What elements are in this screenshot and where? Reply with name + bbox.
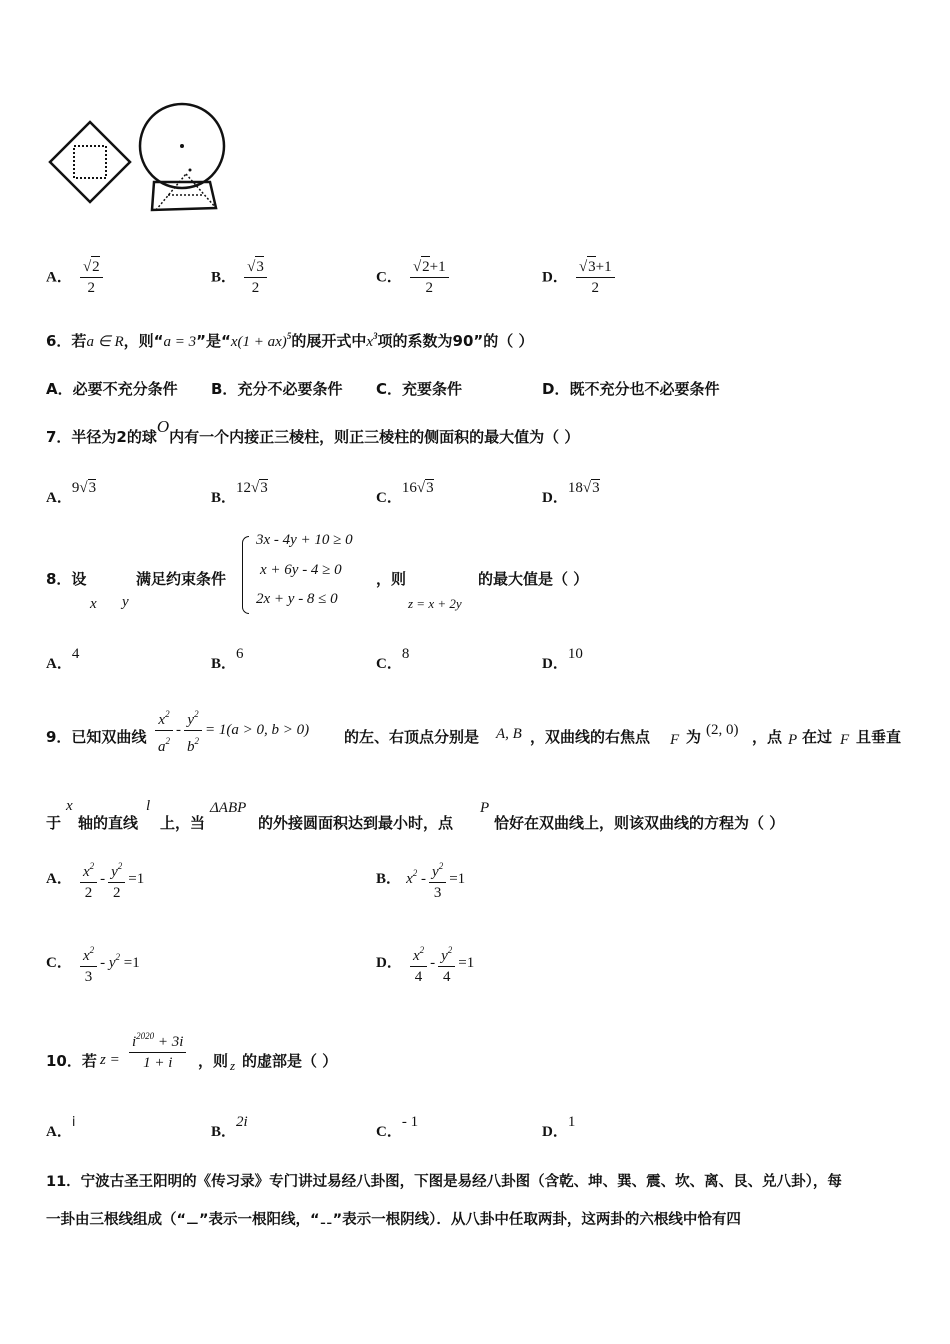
q10-stem: 10．若 z = $\frac{i^{2020} + 3i}{1 + i}$ ，则 z 的虚部是（ ） [46, 1024, 906, 1080]
q9-stem-line2: 于 x 轴的直线 l 上，当 ΔABP 的外接圆面积达到最小时，点 P 恰好在双曲线上，则该双曲线的方程为（ ） [46, 798, 785, 832]
q9-stem-line1: 9．已知双曲线 $\frac{x^2}{a^2}$ - $\frac{y^2}{b^2}$ = 1(a > 0, b > 0) 的左、右顶点分别是 A, B ，双曲线的右焦点 F 为 (2, 0) ，点 P 在过 F 且垂直 [46, 702, 916, 762]
q9-option-d[interactable]: D． $\frac{x^2}{4}$ - $\frac{y^2}{4}$ =1 [376, 940, 474, 987]
q6-option-c[interactable]: C．充要条件 [376, 380, 463, 398]
q7-option-b[interactable]: B．12√3 [211, 480, 268, 506]
q6-option-d[interactable]: D．既不充分也不必要条件 [542, 380, 720, 398]
side-view-sphere [140, 104, 224, 210]
q7-option-d[interactable]: D．18√3 [542, 480, 600, 506]
q9-option-a[interactable]: A． $\frac{x^2}{2}$ - $\frac{y^2}{2}$ =1 [46, 856, 144, 903]
q8-option-a[interactable]: A．4 [46, 646, 80, 672]
q8-stem: 8．设 x y 满足约束条件 3x - 4y + 10 ≥ 0 x + 6y - 4 ≥ 0 2x + y - 8 ≤ 0 ，则 z = x + 2y 的最大值是（ ） [46, 532, 589, 612]
q9-option-b[interactable]: B． $x^2$ - $\frac{y^2}{3}$ =1 [376, 856, 465, 903]
q5-option-b[interactable]: B． $\frac{√3}{2}$ [211, 256, 270, 298]
q9-options [46, 856, 916, 1006]
three-view-figure [48, 100, 228, 220]
front-view-diamond [50, 122, 130, 202]
q5-option-a[interactable]: A． $\frac{√2}{2}$ [46, 256, 106, 298]
q8-option-b[interactable]: B．6 [211, 646, 244, 672]
q8-options [46, 642, 906, 672]
q5-options [46, 236, 906, 296]
q9-option-c[interactable]: C． $\frac{x^2}{3}$ - $y^2 =1$ [46, 940, 140, 987]
q10-option-d[interactable]: D．1 [542, 1114, 576, 1140]
q10-option-a[interactable]: A．i [46, 1115, 76, 1140]
q7-options [46, 476, 906, 506]
q11-line1: 11．宁波古圣王阳明的《传习录》专门讲过易经八卦图，下图是易经八卦图（含乾、坤、巽、震、坎、离、艮、兑八卦），每 [46, 1174, 842, 1190]
q7-option-a[interactable]: A．9√3 [46, 480, 97, 506]
q7-stem: 7．半径为2的球O内有一个内接正三棱柱，则正三棱柱的侧面积的最大值为（ ） [46, 417, 580, 446]
q8-option-d[interactable]: D．10 [542, 646, 583, 672]
q5-option-c[interactable]: C． $\frac{√2+1}{2}$ [376, 256, 452, 298]
q10-option-c[interactable]: C．- 1 [376, 1114, 419, 1140]
q6-stem: 6．若a ∈ R，则“a = 3”是“x(1 + ax)$^5$的展开式中$x^3$项的系数为90”的（ ） [46, 331, 534, 350]
q7-option-c[interactable]: C．16√3 [376, 480, 434, 506]
q10-option-b[interactable]: B．2i [211, 1114, 248, 1140]
q11-line2: 一卦由三根线组成（“⚊”表示一根阳线，“⚋”表示一根阴线）．从八卦中任取两卦，这两卦的六根线中恰有四 [46, 1212, 741, 1228]
q6-options [46, 378, 906, 402]
q5-option-d[interactable]: D． $\frac{√3+1}{2}$ [542, 256, 618, 298]
q6-option-b[interactable]: B．充分不必要条件 [211, 380, 343, 398]
q8-option-c[interactable]: C．8 [376, 646, 410, 672]
q6-option-a[interactable]: A．必要不充分条件 [46, 380, 178, 398]
q10-options [46, 1110, 906, 1140]
